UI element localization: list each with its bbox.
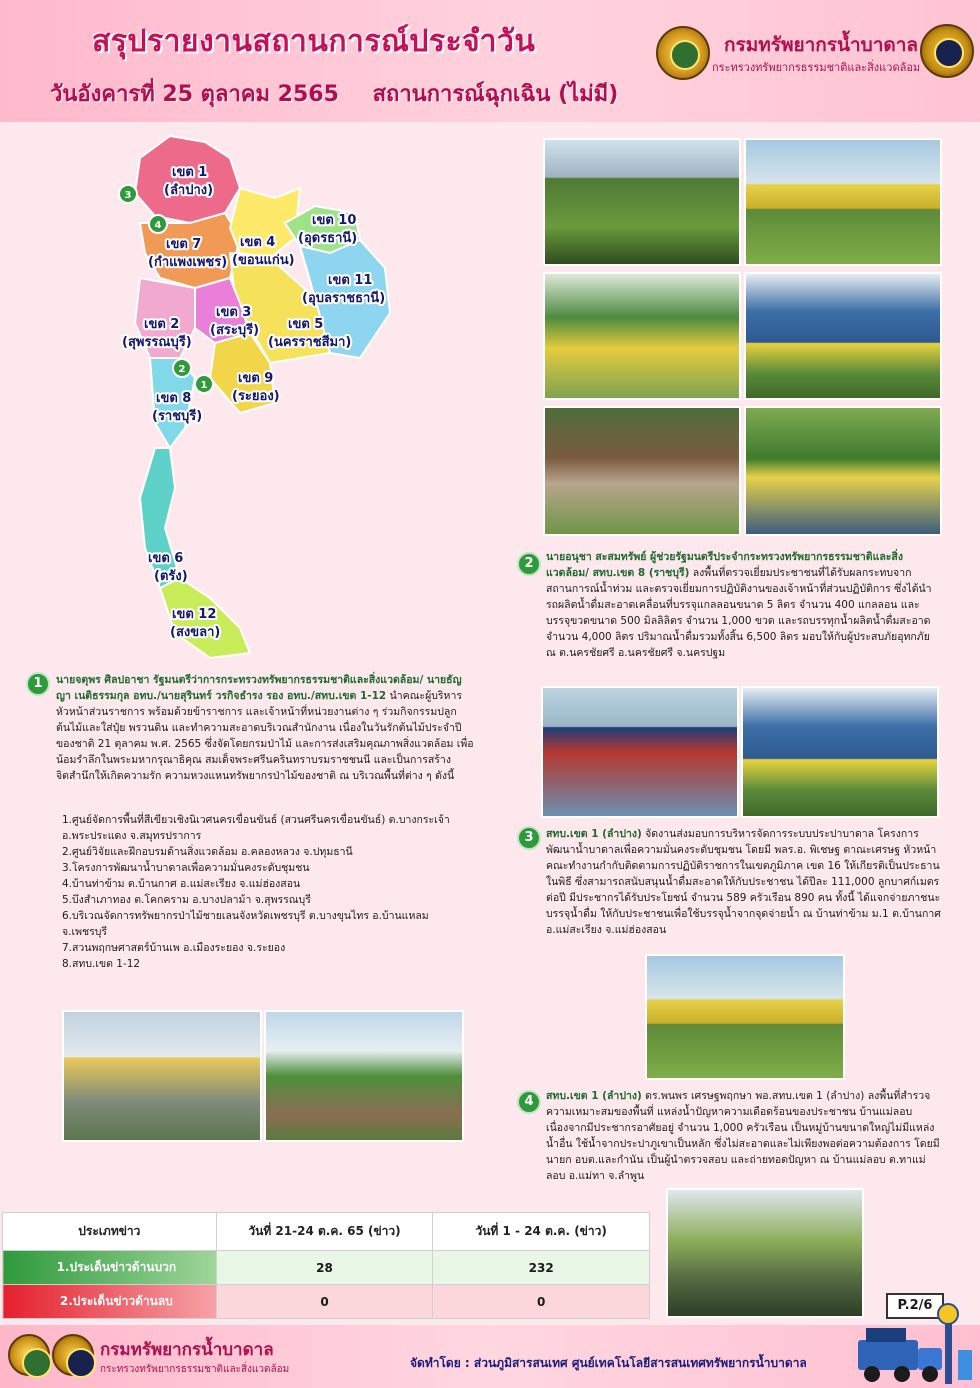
zone-label-2-province: (สุพรรณบุรี) [122, 335, 192, 350]
department-seal-icon [656, 26, 710, 80]
item-4-body: ดร.พนพร เศรษฐพฤกษา พอ.สทบ.เขต 1 (ลำปาง) ลงพื้นที่สำรวจความเหมาะสมของพื้นที่ แหล่งน้ำปัญหาความเดือดร้อนของประชาชน บ้านแม่ลอบ เนื่องจากมีประชากรอาศัยอยู่ จำนวน 1,000 ครัวเรือน เป็นหมู่บ้านขนาดใหญ่ไม่มีแหล่งน้ำอื่น ใช้น้ำจากประปาภูเขาเป็นหลัก ซึ่งไม่สะอาดและไม่เพียงพอต่อความต้องการ โดยมี นายก อบต.และกำนัน เป็นผู้นำตรวจสอบ และถ่ายทอดปัญหา ณ บ้านแม่ลอบ ต.ทาแม่ลอบ อ.แม่ทา จ.ลำพูน [546, 1090, 940, 1182]
zone-label-12-province: (สงขลา) [170, 625, 221, 640]
news-summary-table [2, 1212, 650, 1319]
footer-ministry-name: กระทรวงทรัพยากรธรรมชาติและสิ่งแวดล้อม [100, 1364, 290, 1375]
table-cell-value: 0 [216, 1285, 433, 1319]
photo-staff-ceremony [62, 1010, 262, 1142]
item-3-badge: 3 [517, 826, 541, 850]
photo-mangrove-planting [543, 406, 741, 536]
table-header-period-2: วันที่ 1 - 24 ต.ค. (ข่าว) [433, 1213, 650, 1251]
emergency-status: สถานการณ์ฉุกเฉิน (ไม่มี) [372, 82, 619, 107]
item-4-lead: สทบ.เขต 1 (ลำปาง) [546, 1090, 642, 1102]
item-1-location: 3.โครงการพัฒนาน้ำบาดาลเพื่อความมั่นคงระดับชุมชน [62, 862, 310, 874]
drilling-truck-icon [850, 1300, 975, 1388]
item-1-location: 7.สวนพฤกษศาสตร์บ้านเพ อ.เมืองระยอง จ.ระยอง [62, 942, 286, 954]
item-1-badge: 1 [26, 672, 50, 696]
zone-label-7-province: (กำแพงเพชร) [148, 255, 228, 270]
footer-ministry-seal-icon [52, 1334, 94, 1376]
photo-group-garden [744, 406, 942, 536]
item-4-badge: 4 [517, 1090, 541, 1114]
table-header-row [3, 1213, 650, 1251]
footer-department-seal-icon [8, 1334, 50, 1376]
zone-label-5-province: (นครราชสีมา) [268, 335, 352, 350]
zone-label-11-province: (อุบลราชธานี) [302, 291, 386, 306]
table-cell-label: 1.ประเด็นข่าวด้านบวก [3, 1251, 217, 1285]
item-1-body: นำคณะผู้บริหาร หัวหน้าส่วนราชการ พร้อมด้วยข้าราชการ และเจ้าหน้าที่หน่วยงานต่าง ๆ ร่วมกิจกรรมปลูกต้นไม้และใส่ปุ๋ย พรวนดิน และทำความสะอาดบริเวณสำนักงาน เนื่องในวันรักต้นไม้ประจำปีของชาติ 21 ตุลาคม พ.ศ. 2565 ซึ่งจัดโดยกรมป่าไม้ และการส่งเสริมคุณภาพสิ่งแวดล้อม เพื่อน้อมรำลึกในพระมหากรุณาธิคุณ สมเด็จพระศรีนครินทราบรมราชชนนี และเป็นการสร้างจิตสำนึกให้เกิดความรัก ความหวงแหนทรัพยากรป่าไม้ของชาติ ณ บริเวณพื้นที่ต่าง ๆ ดังนี้ [56, 690, 474, 782]
table-header-type: ประเภทข่าว [3, 1213, 217, 1251]
item-1-location: 5.บึงสำเภาทอง ต.โคกคราม อ.บางปลาม้า จ.สุพรรณบุรี [62, 894, 311, 906]
zone-label-12-name: เขต 12 [172, 607, 217, 622]
zone-label-5-name: เขต 5 [288, 317, 324, 332]
item-2-badge: 2 [517, 552, 541, 576]
report-date: วันอังคารที่ 25 ตุลาคม 2565 [50, 82, 339, 107]
photo-minister-planting [264, 1010, 464, 1142]
region-zone-6 [140, 448, 180, 588]
zone-label-11-name: เขต 11 [328, 273, 373, 288]
map-marker-2-number: 2 [178, 364, 186, 375]
page-number: P.2/6 [886, 1293, 944, 1319]
photo-water-distribution-1 [541, 686, 739, 818]
zone-label-6-name: เขต 6 [148, 551, 184, 566]
photo-tree-planting-2 [744, 138, 942, 266]
item-1-location: 1.ศูนย์จัดการพื้นที่สีเขียวเชิงนิเวศนครเขื่อนขันธ์ (สวนศรีนครเขื่อนขันธ์) ต.บางกระเจ้า อ.พระประแดง จ.สมุทรปราการ [62, 814, 450, 842]
map-marker-1-number: 1 [200, 380, 208, 391]
table-cell-label: 2.ประเด็นข่าวด้านลบ [3, 1285, 217, 1319]
department-name: กรมทรัพยากรน้ำบาดาล [724, 34, 919, 56]
zone-label-7-name: เขต 7 [166, 237, 202, 252]
item-1-caption [56, 672, 476, 784]
report-subtitle [50, 76, 618, 111]
item-1-location: 8.สทบ.เขต 1-12 [62, 958, 141, 970]
zone-label-10-name: เขต 10 [312, 213, 357, 228]
photo-handover-ceremony [645, 954, 845, 1080]
zone-label-3-name: เขต 3 [216, 305, 252, 320]
photo-office-building [744, 272, 942, 400]
zone-label-10-province: (อุดรธานี) [298, 231, 358, 246]
item-1-lead: นายจตุพร ศิลปอาชา รัฐมนตรีว่าการกระทรวงทรัพยากรธรรมชาติและสิ่งแวดล้อม/ นายธัญญา เนติธรรมกุล อทบ./นายสุรินทร์ วรกิจธำรง รอง อทบ./สทบ.เขต 1-12 [56, 674, 462, 702]
photo-group-field [543, 272, 741, 400]
item-1-location: 4.บ้านท่าข้าม ต.บ้านกาศ อ.แม่สะเรียง จ.แม่ฮ่องสอน [62, 878, 301, 890]
item-1-location: 2.ศูนย์วิจัยและฝึกอบรมด้านสิ่งแวดล้อม อ.คลองหลวง จ.ปทุมธานี [62, 846, 353, 858]
zone-label-6-province: (ตรัง) [154, 569, 188, 584]
item-1-location-list [62, 812, 474, 972]
item-2-body: ลงพื้นที่ตรวจเยี่ยมประชาชนที่ได้รับผลกระทบจากสถานการณ์น้ำท่วม และตรวจเยี่ยมการปฏิบัติงานของเจ้าหน้าที่ส่วนปฏิบัติการ ซึ่งได้นำรถผลิตน้ำดื่มสะอาดเคลื่อนที่บรรจุแกลลอนขนาด 5 ลิตร จำนวน 400 แกลลอน และบรรจุขวดขนาด 500 มิลลิลิตร จำนวน 1,000 ขวด และรถบรรทุกน้ำผลิตน้ำดื่มสะอาด จำนวน 4,000 ลิตร ปริมาณน้ำดื่มรวมทั้งสิ้น 6,500 ลิตร มอบให้กับผู้ประสบภัยอุทกภัย ณ ต.นครชัยศรี อ.นครชัยศรี จ.นครปฐม [546, 567, 932, 659]
zone-label-1-name: เขต 1 [172, 165, 208, 180]
zone-label-2-name: เขต 2 [144, 317, 180, 332]
item-2-lead: นายอนุชา สะสมทรัพย์ ผู้ช่วยรัฐมนตรีประจำกระทรวงทรัพยากรธรรมชาติและสิ่งแวดล้อม/ สทบ.เขต 8 (ราชบุรี) [546, 551, 903, 579]
map-marker-4-number: 4 [154, 220, 162, 231]
zone-label-4-province: (ขอนแก่น) [232, 253, 295, 268]
item-4-caption [546, 1088, 942, 1184]
footer-department-name: กรมทรัพยากรน้ำบาดาล [100, 1340, 274, 1360]
photo-tree-planting-1 [543, 138, 741, 266]
ministry-name: กระทรวงทรัพยากรธรรมชาติและสิ่งแวดล้อม [712, 61, 921, 74]
photo-site-survey [666, 1188, 864, 1318]
table-cell-value: 0 [433, 1285, 650, 1319]
zone-label-9-name: เขต 9 [238, 371, 274, 386]
table-row-positive [3, 1251, 650, 1285]
page-title: สรุปรายงานสถานการณ์ประจำวัน [92, 24, 536, 59]
zone-label-3-province: (สระบุรี) [210, 323, 260, 338]
photo-water-distribution-2 [741, 686, 939, 818]
ministry-seal-icon [920, 24, 974, 78]
table-header-period-1: วันที่ 21-24 ต.ค. 65 (ข่าว) [216, 1213, 433, 1251]
zone-label-1-province: (ลำปาง) [164, 183, 214, 198]
item-3-lead: สทบ.เขต 1 (ลำปาง) [546, 828, 642, 840]
table-row-negative [3, 1285, 650, 1319]
item-1-location: 6.บริเวณจัดการทรัพยากรป่าไม้ชายเลนจังหวัดเพชรบุรี ต.บางขุนไทร อ.บ้านแหลม จ.เพชรบุรี [62, 910, 429, 938]
zone-label-8-province: (ราชบุรี) [152, 409, 203, 424]
item-3-caption [546, 826, 942, 938]
zone-label-4-name: เขต 4 [240, 235, 276, 250]
thailand-zone-map [100, 128, 400, 658]
item-3-body: จัดงานส่งมอบการบริหารจัดการระบบประปาบาดาล โครงการพัฒนาน้ำบาดาลเพื่อความมั่นคงระดับชุมชน โดยมี พลร.อ. พิเชษฐ ตาณะเศรษฐ หัวหน้าคณะทำงานกำกับติดตามการปฏิบัติราชการในเขตภูมิภาค เขต 16 ให้เกียรติเป็นประธานในพิธี ซึ่งสามารถสนับสนุนน้ำดื่มสะอาดให้กับประชาชน ได้ปีละ 111,000 ลูกบาศก์เมตรต่อปี มีประชากรได้รับประโยชน์ จำนวน 589 ครัวเรือน 890 คน ทั้งนี้ ได้แจกจ่ายภาชนะบรรจุน้ำดื่ม ให้กับประชาชนเพื่อใช้บรรจุน้ำจากจุดจ่ายน้ำ ณ บ้านท่าข้าม ม.1 ต.บ้านกาศ อ.แม่สะเรียง จ.แม่ฮ่องสอน [546, 828, 941, 936]
table-cell-value: 28 [216, 1251, 433, 1285]
map-marker-3-number: 3 [124, 190, 132, 201]
zone-label-8-name: เขต 8 [156, 391, 192, 406]
table-cell-value: 232 [433, 1251, 650, 1285]
zone-label-9-province: (ระยอง) [232, 389, 280, 404]
item-2-caption [546, 549, 942, 661]
producer-credit: จัดทำโดย : ส่วนภูมิสารสนเทศ ศูนย์เทคโนโลยีสารสนเทศทรัพยากรน้ำบาดาล [410, 1356, 807, 1370]
